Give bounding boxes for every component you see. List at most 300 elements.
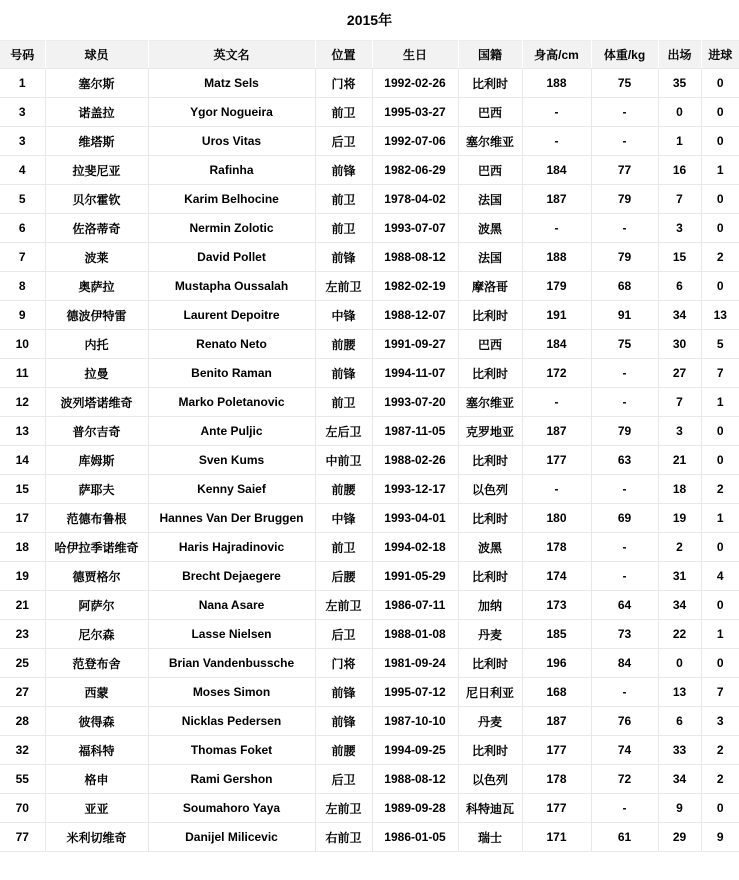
cell-birthday: 1995-03-27 — [372, 98, 458, 127]
cell-nationality: 比利时 — [458, 649, 522, 678]
cell-goals: 0 — [701, 272, 739, 301]
cell-weight: 75 — [591, 69, 658, 98]
cell-appearances: 34 — [658, 301, 701, 330]
table-row — [0, 446, 739, 475]
cell-english-name: Ygor Nogueira — [148, 98, 315, 127]
cell-birthday: 1993-07-20 — [372, 388, 458, 417]
cell-appearances: 16 — [658, 156, 701, 185]
table-row — [0, 736, 739, 765]
cell-height: 178 — [522, 765, 591, 794]
cell-player: 库姆斯 — [45, 446, 148, 475]
table-row — [0, 243, 739, 272]
cell-goals: 13 — [701, 301, 739, 330]
cell-nationality: 比利时 — [458, 301, 522, 330]
cell-height: - — [522, 214, 591, 243]
cell-appearances: 13 — [658, 678, 701, 707]
cell-nationality: 比利时 — [458, 69, 522, 98]
cell-birthday: 1993-07-07 — [372, 214, 458, 243]
cell-weight: 84 — [591, 649, 658, 678]
cell-birthday: 1988-12-07 — [372, 301, 458, 330]
cell-nationality: 波黑 — [458, 533, 522, 562]
cell-birthday: 1988-08-12 — [372, 765, 458, 794]
cell-birthday: 1988-02-26 — [372, 446, 458, 475]
cell-goals: 0 — [701, 185, 739, 214]
cell-appearances: 34 — [658, 765, 701, 794]
page-title: 2015年 — [346, 12, 393, 28]
cell-player: 米利切维奇 — [45, 823, 148, 852]
cell-birthday: 1989-09-28 — [372, 794, 458, 823]
table-row — [0, 533, 739, 562]
cell-height: 196 — [522, 649, 591, 678]
cell-number: 70 — [0, 794, 45, 823]
cell-goals: 0 — [701, 591, 739, 620]
cell-birthday: 1994-09-25 — [372, 736, 458, 765]
cell-number: 19 — [0, 562, 45, 591]
cell-nationality: 丹麦 — [458, 707, 522, 736]
cell-birthday: 1992-02-26 — [372, 69, 458, 98]
cell-weight: 77 — [591, 156, 658, 185]
cell-number: 27 — [0, 678, 45, 707]
cell-appearances: 3 — [658, 214, 701, 243]
cell-goals: 7 — [701, 678, 739, 707]
column-header-english-name: 英文名 — [148, 41, 315, 69]
cell-position: 左前卫 — [315, 794, 372, 823]
cell-goals: 7 — [701, 359, 739, 388]
table-row — [0, 214, 739, 243]
cell-english-name: Lasse Nielsen — [148, 620, 315, 649]
cell-number: 6 — [0, 214, 45, 243]
cell-goals: 1 — [701, 504, 739, 533]
table-row — [0, 359, 739, 388]
cell-english-name: Marko Poletanovic — [148, 388, 315, 417]
cell-goals: 1 — [701, 156, 739, 185]
cell-height: 174 — [522, 562, 591, 591]
cell-player: 诺盖拉 — [45, 98, 148, 127]
cell-english-name: Mustapha Oussalah — [148, 272, 315, 301]
cell-birthday: 1987-11-05 — [372, 417, 458, 446]
cell-number: 21 — [0, 591, 45, 620]
cell-number: 25 — [0, 649, 45, 678]
cell-english-name: Moses Simon — [148, 678, 315, 707]
cell-height: 187 — [522, 707, 591, 736]
cell-nationality: 克罗地亚 — [458, 417, 522, 446]
cell-nationality: 塞尔维亚 — [458, 127, 522, 156]
table-row — [0, 504, 739, 533]
cell-height: 173 — [522, 591, 591, 620]
cell-nationality: 巴西 — [458, 330, 522, 359]
cell-height: 185 — [522, 620, 591, 649]
cell-nationality: 比利时 — [458, 359, 522, 388]
table-row — [0, 69, 739, 98]
cell-weight: 69 — [591, 504, 658, 533]
table-row — [0, 678, 739, 707]
cell-english-name: Nermin Zolotic — [148, 214, 315, 243]
table-row — [0, 823, 739, 852]
column-header-player: 球员 — [45, 41, 148, 69]
cell-appearances: 27 — [658, 359, 701, 388]
cell-weight: 76 — [591, 707, 658, 736]
cell-height: 168 — [522, 678, 591, 707]
cell-goals: 0 — [701, 69, 739, 98]
cell-birthday: 1992-07-06 — [372, 127, 458, 156]
cell-appearances: 30 — [658, 330, 701, 359]
cell-appearances: 3 — [658, 417, 701, 446]
cell-birthday: 1995-07-12 — [372, 678, 458, 707]
cell-player: 波列塔诺维奇 — [45, 388, 148, 417]
cell-weight: 72 — [591, 765, 658, 794]
column-header-number: 号码 — [0, 41, 45, 69]
cell-birthday: 1991-09-27 — [372, 330, 458, 359]
cell-nationality: 尼日利亚 — [458, 678, 522, 707]
cell-height: 179 — [522, 272, 591, 301]
table-row — [0, 156, 739, 185]
cell-height: 171 — [522, 823, 591, 852]
cell-height: 172 — [522, 359, 591, 388]
column-header-height: 身高/cm — [522, 41, 591, 69]
cell-nationality: 巴西 — [458, 156, 522, 185]
cell-player: 普尔吉奇 — [45, 417, 148, 446]
cell-height: - — [522, 127, 591, 156]
cell-goals: 2 — [701, 475, 739, 504]
cell-nationality: 波黑 — [458, 214, 522, 243]
cell-goals: 0 — [701, 98, 739, 127]
cell-nationality: 瑞士 — [458, 823, 522, 852]
table-row — [0, 98, 739, 127]
cell-height: 178 — [522, 533, 591, 562]
cell-player: 西蒙 — [45, 678, 148, 707]
cell-weight: 79 — [591, 417, 658, 446]
cell-appearances: 19 — [658, 504, 701, 533]
cell-english-name: Soumahoro Yaya — [148, 794, 315, 823]
cell-nationality: 巴西 — [458, 98, 522, 127]
cell-player: 贝尔霍钦 — [45, 185, 148, 214]
cell-height: - — [522, 388, 591, 417]
cell-weight: 64 — [591, 591, 658, 620]
cell-player: 德贾格尔 — [45, 562, 148, 591]
cell-player: 范登布舍 — [45, 649, 148, 678]
cell-number: 3 — [0, 98, 45, 127]
cell-position: 前锋 — [315, 359, 372, 388]
cell-player: 范德布鲁根 — [45, 504, 148, 533]
cell-height: 177 — [522, 794, 591, 823]
cell-goals: 0 — [701, 649, 739, 678]
cell-weight: - — [591, 475, 658, 504]
table-body — [0, 69, 739, 852]
cell-position: 右前卫 — [315, 823, 372, 852]
cell-english-name: Karim Belhocine — [148, 185, 315, 214]
cell-birthday: 1988-08-12 — [372, 243, 458, 272]
cell-position: 左后卫 — [315, 417, 372, 446]
cell-appearances: 2 — [658, 533, 701, 562]
cell-goals: 9 — [701, 823, 739, 852]
cell-goals: 0 — [701, 446, 739, 475]
table-row — [0, 591, 739, 620]
cell-appearances: 0 — [658, 649, 701, 678]
cell-player: 彼得森 — [45, 707, 148, 736]
cell-nationality: 比利时 — [458, 562, 522, 591]
table-row — [0, 707, 739, 736]
cell-english-name: Hannes Van Der Bruggen — [148, 504, 315, 533]
cell-player: 格申 — [45, 765, 148, 794]
table-row — [0, 301, 739, 330]
cell-birthday: 1987-10-10 — [372, 707, 458, 736]
cell-weight: 74 — [591, 736, 658, 765]
column-header-appearances: 出场 — [658, 41, 701, 69]
cell-nationality: 丹麦 — [458, 620, 522, 649]
cell-weight: 79 — [591, 185, 658, 214]
table-row — [0, 417, 739, 446]
cell-english-name: Nana Asare — [148, 591, 315, 620]
cell-goals: 0 — [701, 127, 739, 156]
cell-nationality: 比利时 — [458, 736, 522, 765]
cell-position: 前锋 — [315, 156, 372, 185]
cell-position: 前卫 — [315, 533, 372, 562]
cell-weight: 91 — [591, 301, 658, 330]
cell-number: 7 — [0, 243, 45, 272]
cell-goals: 1 — [701, 620, 739, 649]
cell-position: 前锋 — [315, 243, 372, 272]
cell-nationality: 加纳 — [458, 591, 522, 620]
cell-english-name: Haris Hajradinovic — [148, 533, 315, 562]
cell-position: 后卫 — [315, 765, 372, 794]
cell-nationality: 科特迪瓦 — [458, 794, 522, 823]
cell-appearances: 22 — [658, 620, 701, 649]
cell-weight: - — [591, 562, 658, 591]
cell-player: 波莱 — [45, 243, 148, 272]
table-row — [0, 649, 739, 678]
cell-number: 28 — [0, 707, 45, 736]
cell-weight: 61 — [591, 823, 658, 852]
cell-birthday: 1993-12-17 — [372, 475, 458, 504]
cell-position: 前腰 — [315, 736, 372, 765]
cell-weight: 75 — [591, 330, 658, 359]
cell-player: 哈伊拉季诺维奇 — [45, 533, 148, 562]
cell-english-name: Thomas Foket — [148, 736, 315, 765]
cell-player: 佐洛蒂奇 — [45, 214, 148, 243]
cell-english-name: Kenny Saief — [148, 475, 315, 504]
cell-goals: 2 — [701, 243, 739, 272]
cell-number: 11 — [0, 359, 45, 388]
cell-appearances: 18 — [658, 475, 701, 504]
cell-nationality: 法国 — [458, 185, 522, 214]
cell-nationality: 比利时 — [458, 504, 522, 533]
players-table — [0, 40, 739, 852]
cell-height: - — [522, 98, 591, 127]
cell-appearances: 35 — [658, 69, 701, 98]
cell-nationality: 塞尔维亚 — [458, 388, 522, 417]
cell-position: 前卫 — [315, 185, 372, 214]
cell-weight: 68 — [591, 272, 658, 301]
cell-position: 门将 — [315, 69, 372, 98]
cell-height: 184 — [522, 156, 591, 185]
cell-player: 德波伊特雷 — [45, 301, 148, 330]
cell-number: 17 — [0, 504, 45, 533]
cell-number: 15 — [0, 475, 45, 504]
cell-weight: 73 — [591, 620, 658, 649]
cell-appearances: 0 — [658, 98, 701, 127]
cell-height: 188 — [522, 243, 591, 272]
cell-player: 福科特 — [45, 736, 148, 765]
cell-english-name: Nicklas Pedersen — [148, 707, 315, 736]
cell-weight: - — [591, 127, 658, 156]
column-header-nationality: 国籍 — [458, 41, 522, 69]
cell-number: 1 — [0, 69, 45, 98]
cell-number: 77 — [0, 823, 45, 852]
cell-height: 191 — [522, 301, 591, 330]
cell-number: 12 — [0, 388, 45, 417]
cell-player: 萨耶夫 — [45, 475, 148, 504]
cell-height: 188 — [522, 69, 591, 98]
cell-birthday: 1993-04-01 — [372, 504, 458, 533]
cell-birthday: 1986-07-11 — [372, 591, 458, 620]
cell-appearances: 9 — [658, 794, 701, 823]
cell-position: 中锋 — [315, 301, 372, 330]
cell-birthday: 1981-09-24 — [372, 649, 458, 678]
cell-english-name: Ante Puljic — [148, 417, 315, 446]
cell-position: 后卫 — [315, 620, 372, 649]
cell-number: 55 — [0, 765, 45, 794]
cell-appearances: 21 — [658, 446, 701, 475]
table-row — [0, 185, 739, 214]
cell-position: 前锋 — [315, 678, 372, 707]
cell-nationality: 以色列 — [458, 475, 522, 504]
cell-english-name: Renato Neto — [148, 330, 315, 359]
column-header-goals: 进球 — [701, 41, 739, 69]
header-row — [0, 41, 739, 69]
cell-appearances: 29 — [658, 823, 701, 852]
cell-nationality: 比利时 — [458, 446, 522, 475]
table-row — [0, 765, 739, 794]
cell-player: 维塔斯 — [45, 127, 148, 156]
cell-nationality: 法国 — [458, 243, 522, 272]
cell-height: 177 — [522, 736, 591, 765]
cell-goals: 2 — [701, 765, 739, 794]
column-header-position: 位置 — [315, 41, 372, 69]
cell-height: - — [522, 475, 591, 504]
cell-appearances: 7 — [658, 388, 701, 417]
cell-height: 184 — [522, 330, 591, 359]
cell-appearances: 34 — [658, 591, 701, 620]
table-row — [0, 562, 739, 591]
cell-birthday: 1994-02-18 — [372, 533, 458, 562]
cell-birthday: 1982-06-29 — [372, 156, 458, 185]
cell-number: 13 — [0, 417, 45, 446]
cell-birthday: 1988-01-08 — [372, 620, 458, 649]
cell-position: 中锋 — [315, 504, 372, 533]
cell-number: 23 — [0, 620, 45, 649]
cell-english-name: Uros Vitas — [148, 127, 315, 156]
cell-goals: 0 — [701, 533, 739, 562]
cell-english-name: David Pollet — [148, 243, 315, 272]
cell-appearances: 15 — [658, 243, 701, 272]
cell-goals: 0 — [701, 417, 739, 446]
cell-position: 后腰 — [315, 562, 372, 591]
cell-english-name: Brecht Dejaegere — [148, 562, 315, 591]
table-row — [0, 330, 739, 359]
cell-birthday: 1991-05-29 — [372, 562, 458, 591]
cell-player: 阿萨尔 — [45, 591, 148, 620]
cell-appearances: 7 — [658, 185, 701, 214]
cell-height: 177 — [522, 446, 591, 475]
cell-english-name: Brian Vandenbussche — [148, 649, 315, 678]
cell-weight: - — [591, 388, 658, 417]
cell-english-name: Laurent Depoitre — [148, 301, 315, 330]
cell-english-name: Matz Sels — [148, 69, 315, 98]
cell-english-name: Sven Kums — [148, 446, 315, 475]
cell-player: 塞尔斯 — [45, 69, 148, 98]
cell-appearances: 1 — [658, 127, 701, 156]
cell-nationality: 以色列 — [458, 765, 522, 794]
cell-position: 门将 — [315, 649, 372, 678]
cell-goals: 0 — [701, 794, 739, 823]
cell-goals: 0 — [701, 214, 739, 243]
cell-position: 中前卫 — [315, 446, 372, 475]
cell-english-name: Rami Gershon — [148, 765, 315, 794]
cell-number: 5 — [0, 185, 45, 214]
cell-weight: - — [591, 533, 658, 562]
cell-goals: 2 — [701, 736, 739, 765]
cell-appearances: 33 — [658, 736, 701, 765]
cell-number: 4 — [0, 156, 45, 185]
cell-position: 前腰 — [315, 330, 372, 359]
table-row — [0, 272, 739, 301]
table-row — [0, 620, 739, 649]
cell-weight: 63 — [591, 446, 658, 475]
cell-goals: 1 — [701, 388, 739, 417]
cell-number: 32 — [0, 736, 45, 765]
cell-weight: - — [591, 98, 658, 127]
cell-english-name: Benito Raman — [148, 359, 315, 388]
cell-nationality: 摩洛哥 — [458, 272, 522, 301]
cell-height: 187 — [522, 417, 591, 446]
table-row — [0, 794, 739, 823]
cell-weight: - — [591, 678, 658, 707]
cell-birthday: 1978-04-02 — [372, 185, 458, 214]
cell-number: 9 — [0, 301, 45, 330]
cell-birthday: 1982-02-19 — [372, 272, 458, 301]
cell-birthday: 1994-11-07 — [372, 359, 458, 388]
cell-player: 内托 — [45, 330, 148, 359]
cell-player: 亚亚 — [45, 794, 148, 823]
cell-position: 后卫 — [315, 127, 372, 156]
cell-goals: 4 — [701, 562, 739, 591]
cell-number: 10 — [0, 330, 45, 359]
cell-player: 拉曼 — [45, 359, 148, 388]
cell-appearances: 6 — [658, 272, 701, 301]
cell-weight: - — [591, 214, 658, 243]
cell-height: 180 — [522, 504, 591, 533]
cell-english-name: Danijel Milicevic — [148, 823, 315, 852]
cell-number: 18 — [0, 533, 45, 562]
table-row — [0, 475, 739, 504]
cell-goals: 3 — [701, 707, 739, 736]
cell-number: 8 — [0, 272, 45, 301]
cell-position: 前锋 — [315, 707, 372, 736]
column-header-weight: 体重/kg — [591, 41, 658, 69]
cell-position: 前腰 — [315, 475, 372, 504]
cell-appearances: 31 — [658, 562, 701, 591]
table-row — [0, 127, 739, 156]
cell-weight: 79 — [591, 243, 658, 272]
cell-goals: 5 — [701, 330, 739, 359]
column-header-birthday: 生日 — [372, 41, 458, 69]
cell-weight: - — [591, 359, 658, 388]
cell-birthday: 1986-01-05 — [372, 823, 458, 852]
cell-height: 187 — [522, 185, 591, 214]
cell-position: 前卫 — [315, 214, 372, 243]
table-row — [0, 388, 739, 417]
cell-weight: - — [591, 794, 658, 823]
